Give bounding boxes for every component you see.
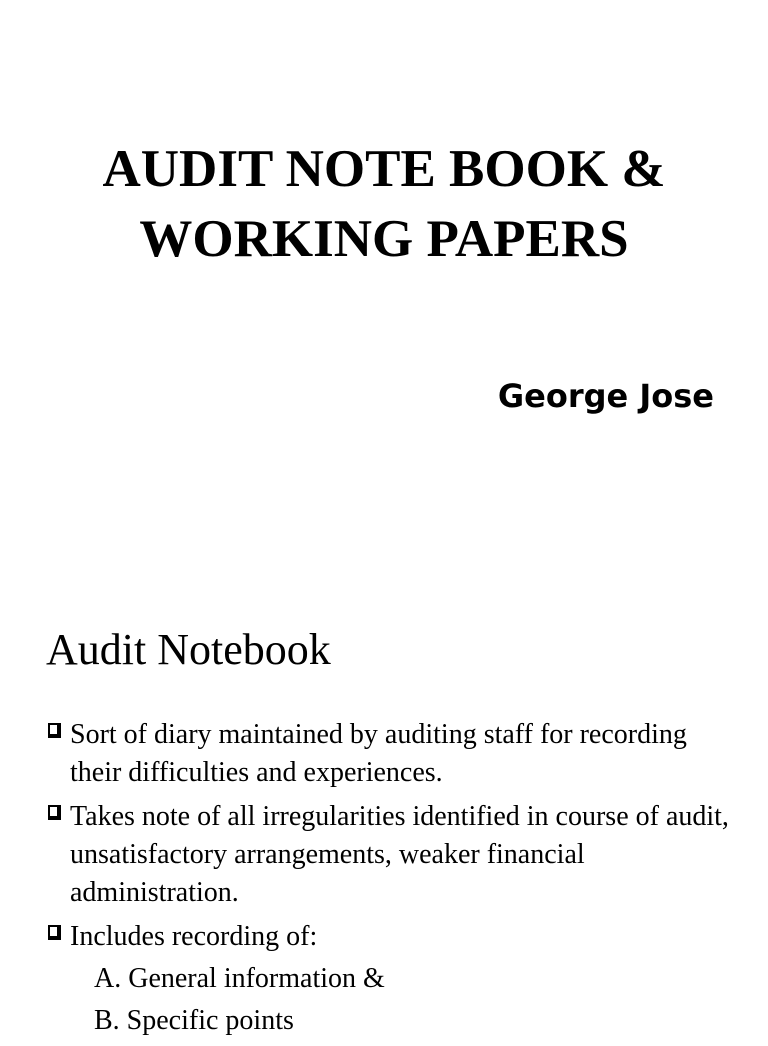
bullet-item — [46, 798, 736, 912]
hollow-square-bullet-icon — [48, 723, 61, 738]
bullet-item — [46, 716, 736, 792]
hollow-square-bullet-icon — [48, 805, 61, 820]
sub-list — [70, 960, 736, 1040]
section-heading: Audit Notebook — [46, 625, 331, 674]
author-name: George Jose — [497, 377, 714, 415]
bullet-list — [46, 716, 736, 1046]
hollow-square-bullet-icon — [48, 925, 61, 940]
bullet-text: Includes recording of: — [70, 921, 318, 952]
bullet-item — [46, 918, 736, 1040]
bullet-text: Takes note of all irregularities identified in course of audit, unsatisfactory arrangements, weaker financial administration. — [70, 801, 729, 908]
sub-item: B. Specific points — [94, 1005, 294, 1036]
title-line-1: AUDIT NOTE BOOK & — [102, 140, 666, 198]
slide-title — [0, 134, 768, 274]
bullet-text: Sort of diary maintained by auditing staff for recording their difficulties and experiences. — [70, 719, 687, 788]
sub-item: A. General information & — [94, 963, 385, 994]
title-line-2: WORKING PAPERS — [139, 210, 629, 268]
